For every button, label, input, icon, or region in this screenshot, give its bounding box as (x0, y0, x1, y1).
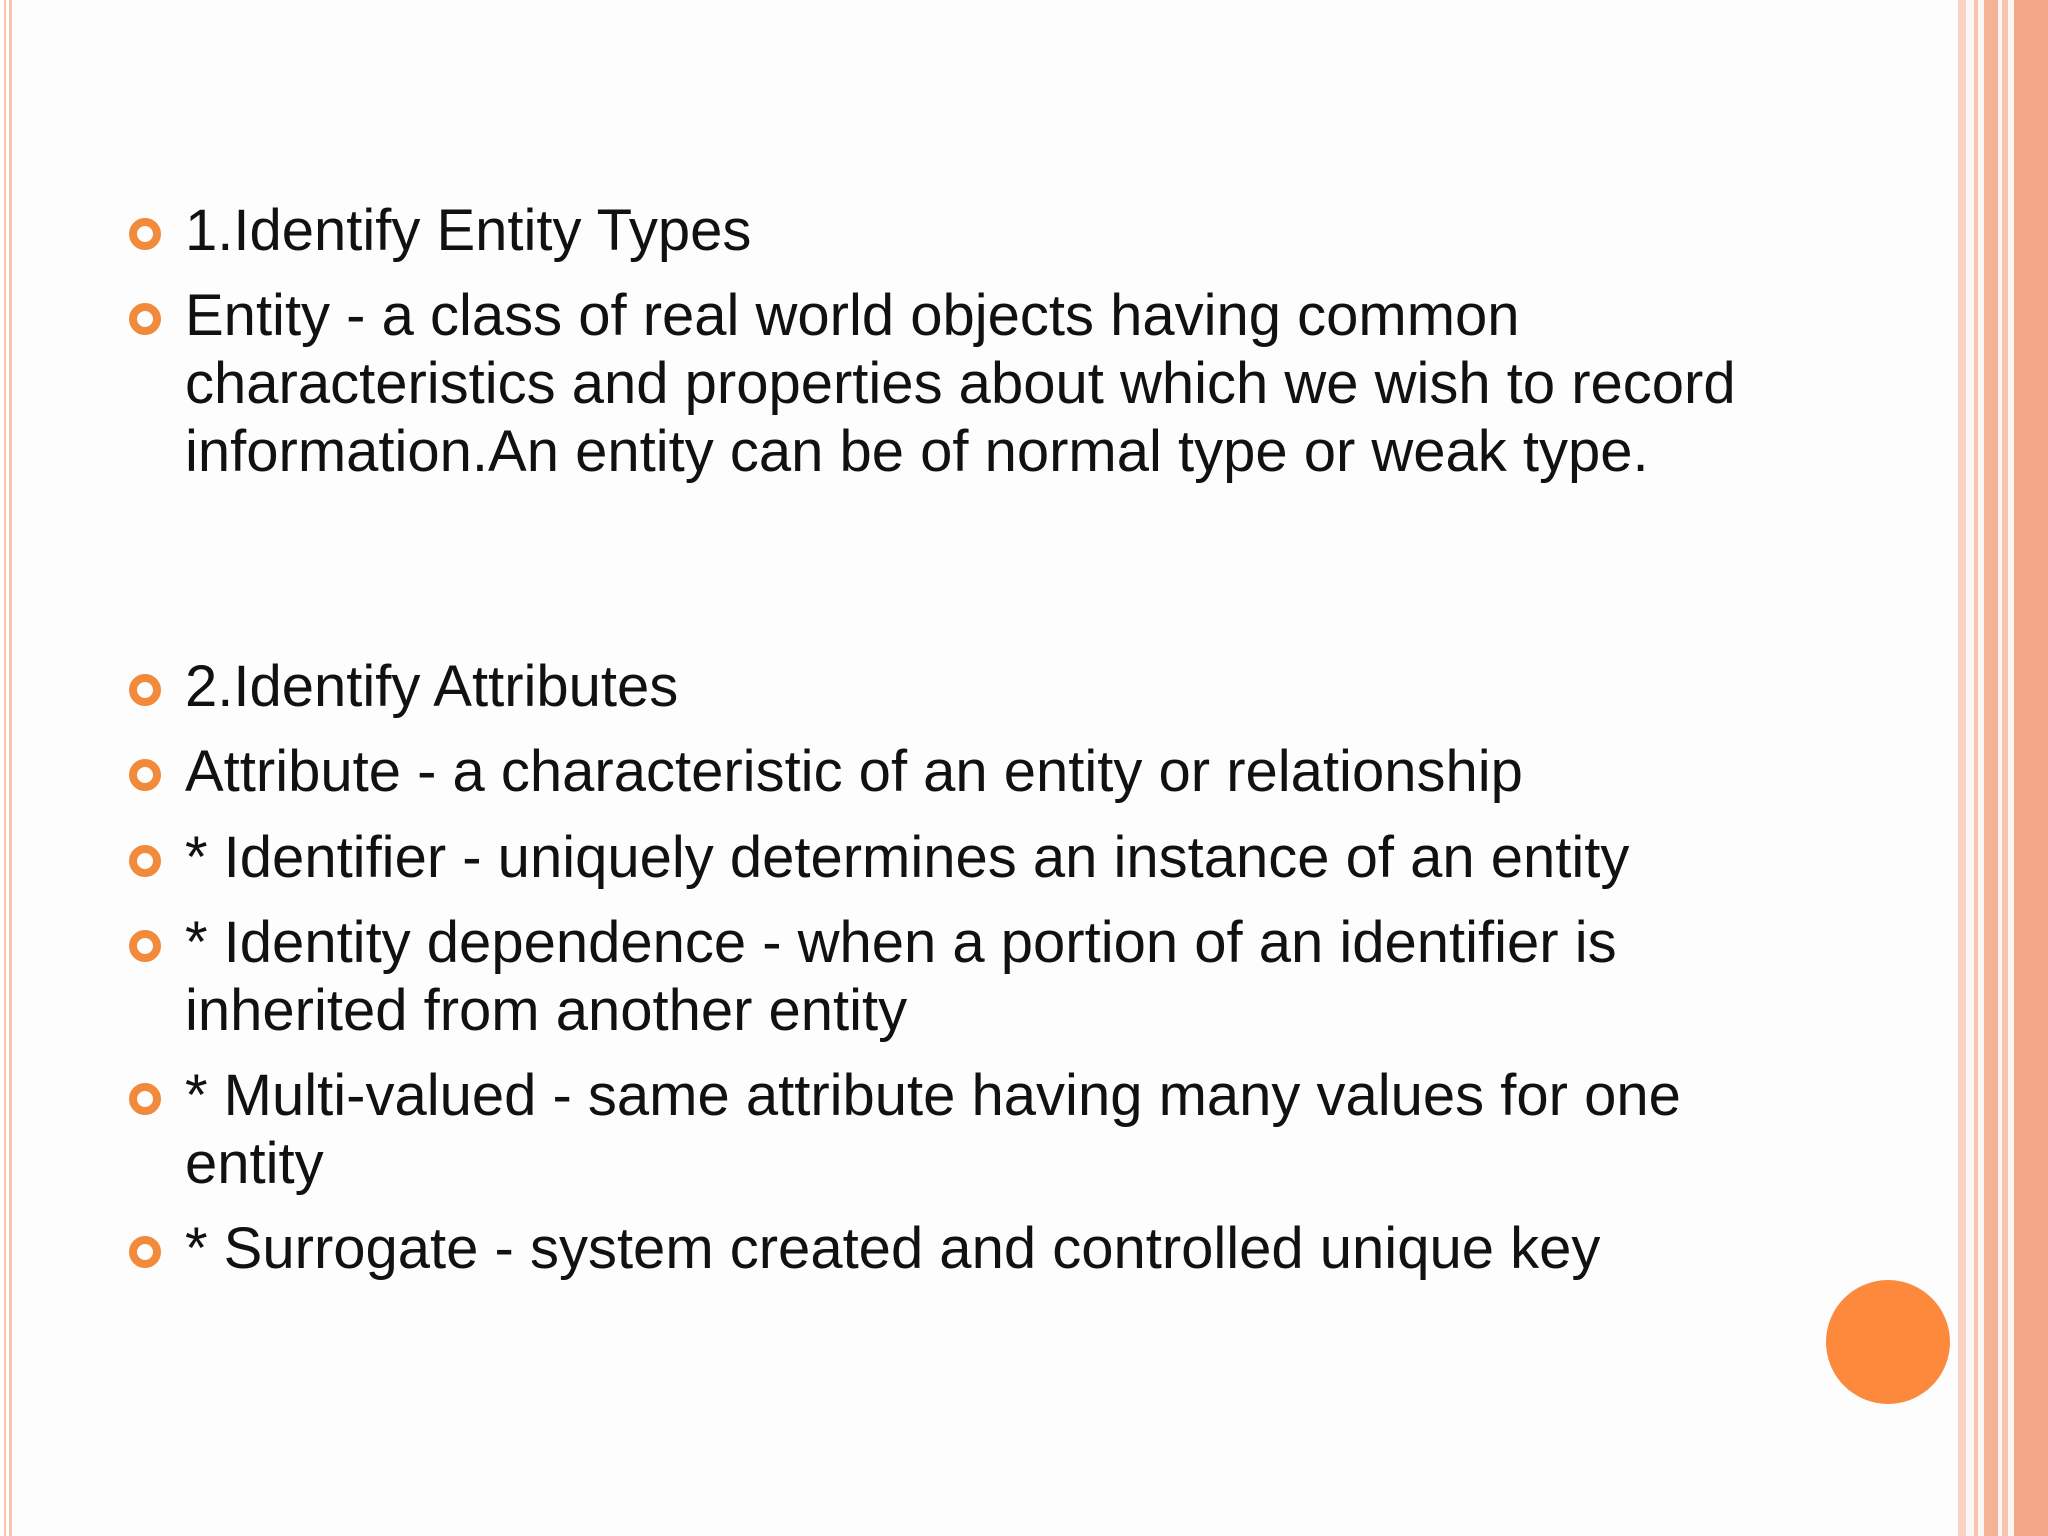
bullet-icon (129, 303, 161, 335)
bullet-icon (129, 674, 161, 706)
bullet-item: 1.Identify Entity Types (185, 198, 752, 263)
bullet-item: * Identifier - uniquely determines an instance of an entity (185, 825, 1630, 890)
right-border-band (1984, 0, 1998, 1536)
bullet-icon (129, 930, 161, 962)
right-border-band (2002, 0, 2008, 1536)
bullet-icon (129, 1236, 161, 1268)
right-border-decoration (1958, 0, 2048, 1536)
orange-circle-decoration-icon (1826, 1280, 1950, 1404)
bullet-icon (129, 1083, 161, 1115)
bullet-icon (129, 759, 161, 791)
bullet-icon (129, 845, 161, 877)
bullet-item: * Multi-valued - same attribute having many values for one entity (185, 1063, 1681, 1196)
bullet-item: * Surrogate - system created and controlled unique key (185, 1216, 1601, 1281)
bullet-icon (129, 218, 161, 250)
bullet-item: * Identity dependence - when a portion of an identifier is inherited from another entity (185, 910, 1617, 1043)
right-border-band (1974, 0, 1978, 1536)
right-border-band (1958, 0, 1966, 1536)
bullet-item: Entity - a class of real world objects having common characteristics and properties about which we wish to record information.An entity can be of normal type or weak type. (185, 283, 1736, 484)
bullet-item: 2.Identify Attributes (185, 654, 679, 719)
bullet-item: Attribute - a characteristic of an entity or relationship (185, 739, 1523, 804)
right-border-band (2014, 0, 2048, 1536)
